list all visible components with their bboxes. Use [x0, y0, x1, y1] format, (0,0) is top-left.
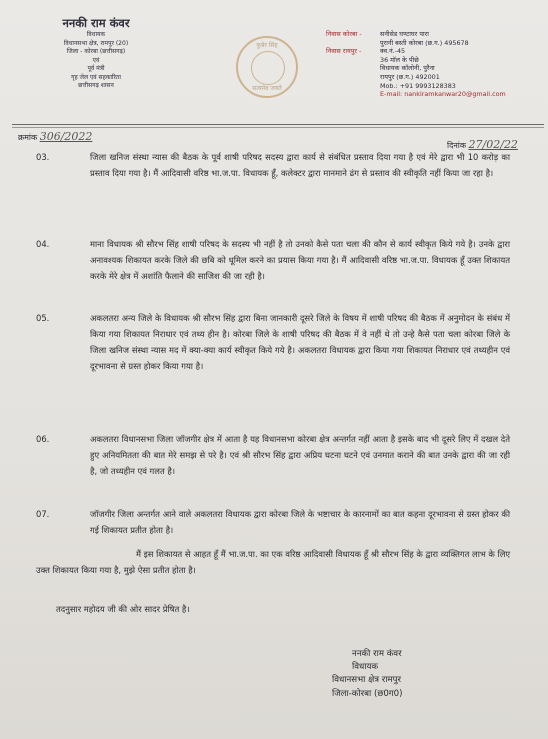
letterhead-line: पूर्व मंत्री — [87, 65, 105, 72]
sender-name: ननकी राम कंवर — [62, 16, 130, 30]
signature-district: जिला-कोरबा (छ0ग0) — [332, 688, 403, 699]
letterhead-line: जिला - कोरबा (छत्तीसगढ़) — [66, 48, 126, 55]
paragraph-number: 06. — [36, 434, 50, 444]
paragraph-text: अकलतरा विधानसभा जिला जॉजगीर क्षेत्र में आता है यह विधानसभा कोरबा क्षेत्र अन्तर्गत नहीं आता है इसके बाद भी दूसरे लिए में दखल देते हुए अनियमितता की बात मेरे समझ से परे है। एवं श्री सौरभ सिंह द्वारा अप्रिय घटना घटने एवं उनमात कराने की बात उनके द्वारा की जा रही है, जो तथ्यहीन एवं गलत है। — [90, 434, 510, 476]
paragraph-text: अकलतरा अन्य जिले के विधायक श्री सौरभ सिंह द्वारा बिना जानकारी दूसरे जिले के विषय में शाषी परिषद की बैठक में अनुमोदन के संबंध में किया गया शिकायत निराधार एवं तथ्य हीन है। कोरबा जिले के शाषी परिषद की बैठक में वे नहीं थे तो उन्हे कैसे पता चला कोरबा जिले के जिला खनिज संस्था न्यास मद में क्या-क्या कार्य स्वीकृत किये गये है। अकलतरा विधायक द्वारा किया गया शिकायत निराधार एवं तथ्यहीन एवं दूरभावना से ग्रस्त होकर किया गया है। — [90, 313, 510, 371]
paragraph-number: 07. — [36, 509, 50, 519]
paragraph-number: 03. — [36, 152, 50, 162]
phone-number: Mob.: +91 9993128383 — [380, 81, 456, 90]
letterhead-line: छत्तीसगढ़ शासन — [78, 82, 114, 89]
signature-block — [332, 648, 402, 701]
signature-constituency: विधानसभा क्षेत्र रामपुर — [332, 675, 402, 686]
letterhead-line: विधायक — [86, 31, 106, 38]
extra-paragraph: मैं इस शिकायत से आहत हूँ मैं भा.ज.पा. का एक वरिष्ठ आदिवासी विधायक हूँ श्री सौरभ सिंह के द्वारा व्यक्तिगत लाभ के लिए उक्त शिकायत किया गया है, मुझे ऐसा प्रतीत होता है। — [36, 549, 510, 575]
letterhead-line: गृह जेल एवं सहकारिता — [71, 73, 121, 81]
paragraph-text: जॉजगीर जिला अन्तर्गत आने वाले अकलतरा विधायक द्वारा कोरबा जिले के भष्टाचार के कारनामों का बात कहना दूरभावना से ग्रस्त होकर की गई शिकायत प्रतीत होता है। — [90, 509, 510, 535]
header-divider — [12, 124, 544, 125]
reference-number — [18, 130, 92, 143]
signature-name: ननकी राम कंवर — [352, 649, 402, 659]
header-divider-thin — [12, 127, 544, 128]
korba-address-line: पुरानी बस्ती कोरबा (छ.ग.) 495678 — [380, 38, 469, 47]
paragraph-number: 05. — [36, 313, 50, 323]
reference-label: क्रमांक — [18, 133, 38, 142]
signature-title: विधायक — [352, 662, 379, 673]
letterhead-line: विधानसभा क्षेत्र, रामपुर (20) — [63, 39, 129, 47]
raipur-address-line: रायपुर (छ.ग.) 492001 — [380, 72, 440, 81]
emblem-seal — [236, 36, 298, 98]
raipur-address-line: 36 मॉल के पीछे — [380, 55, 419, 64]
letterhead-address — [326, 30, 536, 99]
letterhead-left — [26, 16, 166, 91]
email-address: E-mail: nankiramkanwar20@gmail.com — [380, 90, 506, 99]
korba-address-label: निवास कोरबा - — [326, 30, 362, 38]
paragraph-text: जिला खनिज संस्था न्यास की बैठक के पूर्व शाषी परिषद सदस्य द्वारा कार्य से संबंधित प्रस्ताव दिया गया है एवं मेरे द्वारा भी 10 करोड़ का प्रस्ताव दिया गया है। मैं आदिवासी वरिष्ठ भा.ज.पा. विधायक हूँ, कलेक्टर द्वारा मानमाने ढंग से प्रस्ताव की स्वीकृति नहीं किया जा रहा है। — [90, 152, 510, 178]
date-value: 27/02/22 — [468, 138, 518, 151]
seal-text-bottom: सत्यमेव जयते — [252, 85, 282, 92]
raipur-address-line: क्व.नं.-45 — [380, 47, 406, 56]
seal-inner-ring — [251, 51, 285, 85]
korba-address-line: सनीसेड घण्टाघर पारा — [380, 30, 429, 38]
letterhead-line: एवं — [92, 56, 100, 64]
closing-line: तदनुसार महोदय जी की ओर सादर प्रेषित है। — [56, 604, 190, 614]
paragraph-number: 04. — [36, 239, 50, 249]
date-label: दिनांक — [447, 141, 466, 150]
paragraph-text: माना विधायक श्री सौरभ सिंह शाषी परिषद के सदस्य भी नहीं है तो उनको कैसे पता चला की कौन से कार्य स्वीकृत किये गये है। उनके द्वारा अनावश्यक शिकायत करके जिले की छबि को धूमिल करने का प्रयास किया गया है। मैं आदिवासी वरिष्ठ भा.ज.पा. विधायक हूँ उक्त शिकायत करके मेरे क्षेत्र में अशांति फैलाने की साजिश की जा रही है। — [90, 239, 510, 281]
reference-value: 306/2022 — [39, 130, 93, 143]
seal-text-top: कुबेर सिंह — [256, 42, 278, 49]
raipur-address-line: विधायक कॉलोनी, पुरैना — [380, 64, 435, 73]
raipur-address-label: निवास रायपुर - — [326, 47, 362, 56]
